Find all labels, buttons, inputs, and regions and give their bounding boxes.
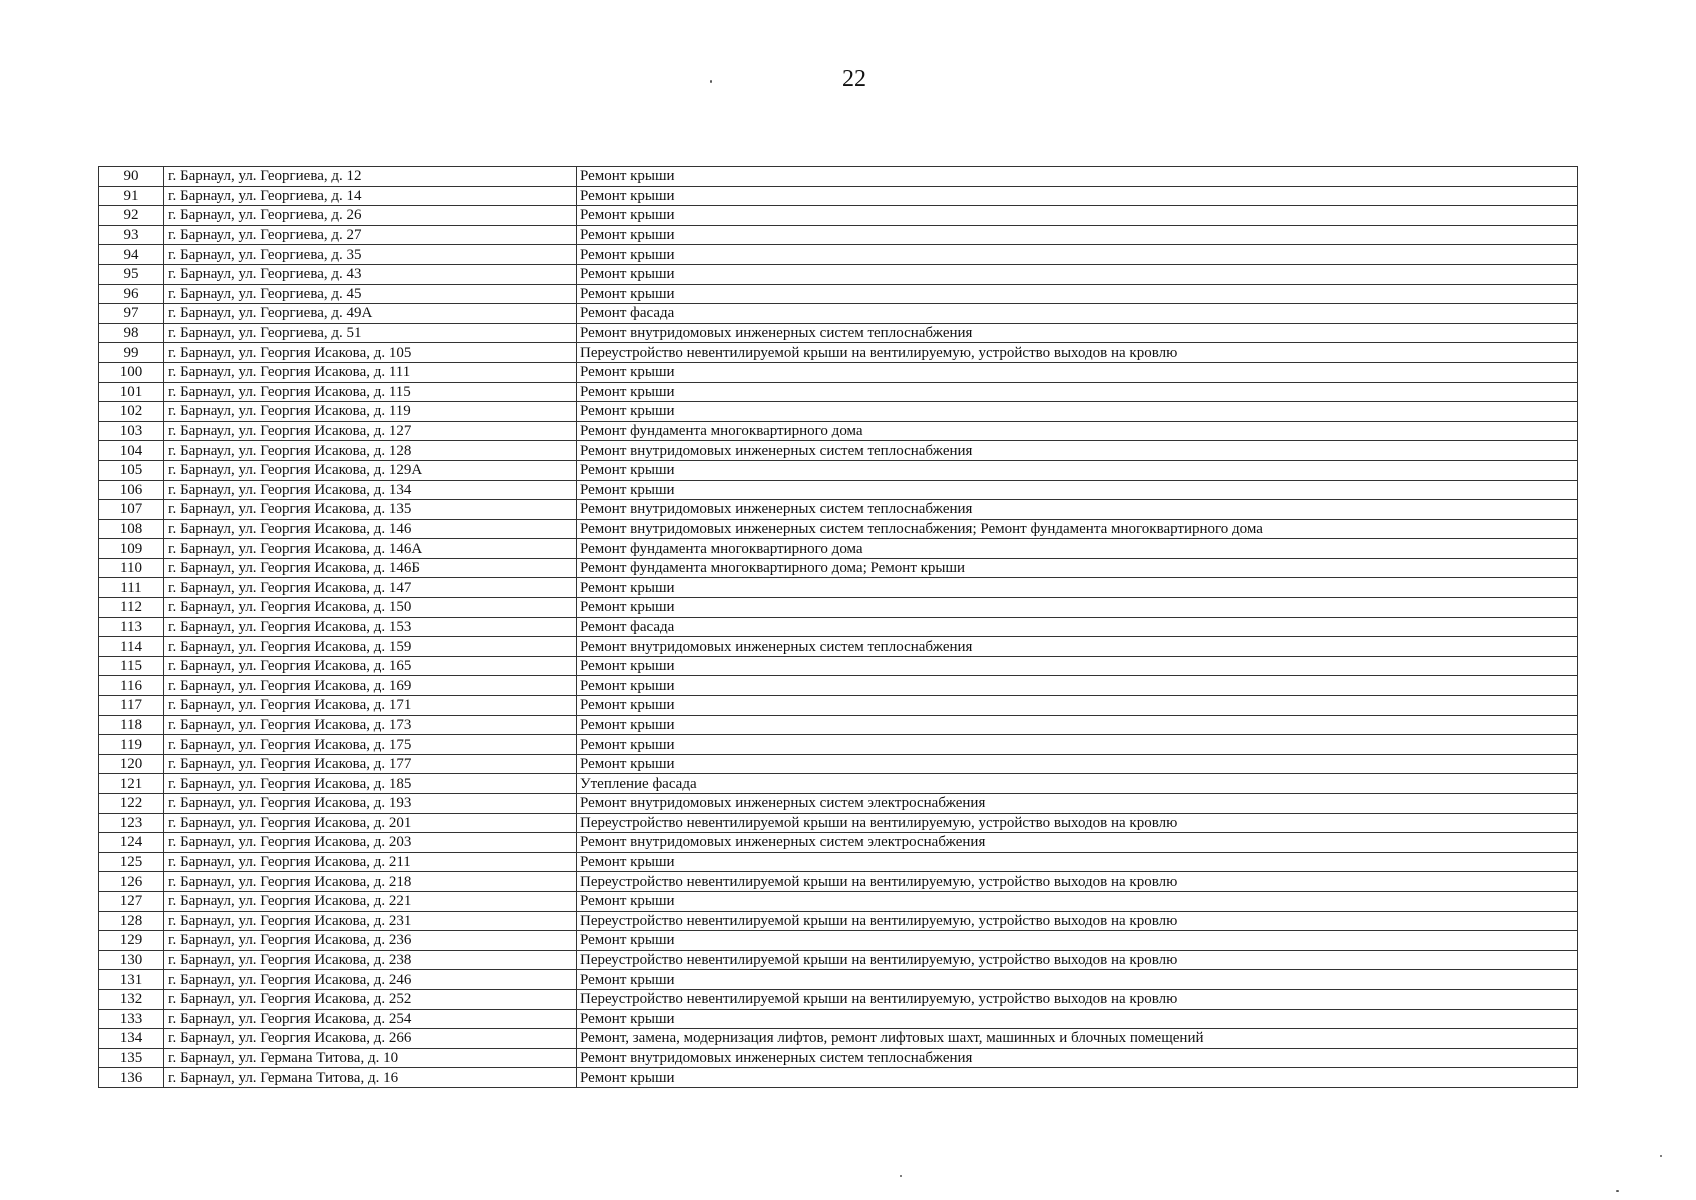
register-table-body xyxy=(99,167,1578,1088)
row-address: г. Барнаул, ул. Георгия Исакова, д. 135 xyxy=(164,500,577,520)
row-work-type: Ремонт крыши xyxy=(577,284,1578,304)
row-work-type: Переустройство невентилируемой крыши на вентилируемую, устройство выходов на кровлю xyxy=(577,911,1578,931)
row-number: 131 xyxy=(99,970,164,990)
row-number: 100 xyxy=(99,362,164,382)
row-number: 108 xyxy=(99,519,164,539)
row-number: 133 xyxy=(99,1009,164,1029)
table-row xyxy=(99,813,1578,833)
row-work-type: Ремонт крыши xyxy=(577,735,1578,755)
row-address: г. Барнаул, ул. Георгия Исакова, д. 127 xyxy=(164,421,577,441)
row-address: г. Барнаул, ул. Георгия Исакова, д. 169 xyxy=(164,676,577,696)
row-number: 129 xyxy=(99,931,164,951)
row-address: г. Барнаул, ул. Георгия Исакова, д. 111 xyxy=(164,362,577,382)
table-row xyxy=(99,1029,1578,1049)
row-work-type: Ремонт внутридомовых инженерных систем теплоснабжения xyxy=(577,323,1578,343)
row-work-type: Ремонт фундамента многоквартирного дома xyxy=(577,539,1578,559)
row-number: 90 xyxy=(99,167,164,187)
table-row xyxy=(99,402,1578,422)
row-work-type: Ремонт фасада xyxy=(577,304,1578,324)
row-address: г. Барнаул, ул. Георгия Исакова, д. 185 xyxy=(164,774,577,794)
row-address: г. Барнаул, ул. Георгия Исакова, д. 146 xyxy=(164,519,577,539)
row-number: 98 xyxy=(99,323,164,343)
row-address: г. Барнаул, ул. Германа Титова, д. 10 xyxy=(164,1048,577,1068)
table-row xyxy=(99,558,1578,578)
table-row xyxy=(99,441,1578,461)
row-work-type: Ремонт внутридомовых инженерных систем теплоснабжения; Ремонт фундамента многоквартирного дома xyxy=(577,519,1578,539)
table-row xyxy=(99,323,1578,343)
row-number: 130 xyxy=(99,950,164,970)
row-number: 91 xyxy=(99,186,164,206)
table-row xyxy=(99,852,1578,872)
row-address: г. Барнаул, ул. Георгия Исакова, д. 175 xyxy=(164,735,577,755)
row-work-type: Ремонт внутридомовых инженерных систем теплоснабжения xyxy=(577,441,1578,461)
row-number: 125 xyxy=(99,852,164,872)
row-address: г. Барнаул, ул. Георгия Исакова, д. 231 xyxy=(164,911,577,931)
row-work-type: Ремонт крыши xyxy=(577,891,1578,911)
row-address: г. Барнаул, ул. Георгия Исакова, д. 165 xyxy=(164,656,577,676)
row-number: 104 xyxy=(99,441,164,461)
row-work-type: Переустройство невентилируемой крыши на вентилируемую, устройство выходов на кровлю xyxy=(577,343,1578,363)
table-row xyxy=(99,774,1578,794)
row-address: г. Барнаул, ул. Георгия Исакова, д. 115 xyxy=(164,382,577,402)
row-work-type: Ремонт крыши xyxy=(577,1068,1578,1088)
row-address: г. Барнаул, ул. Георгия Исакова, д. 134 xyxy=(164,480,577,500)
table-row xyxy=(99,1068,1578,1088)
row-number: 120 xyxy=(99,754,164,774)
table-row xyxy=(99,460,1578,480)
row-number: 113 xyxy=(99,617,164,637)
table-row xyxy=(99,872,1578,892)
row-number: 123 xyxy=(99,813,164,833)
row-work-type: Ремонт крыши xyxy=(577,598,1578,618)
table-row xyxy=(99,754,1578,774)
table-row xyxy=(99,676,1578,696)
row-address: г. Барнаул, ул. Георгия Исакова, д. 266 xyxy=(164,1029,577,1049)
table-row xyxy=(99,362,1578,382)
page-number: 22 xyxy=(842,66,866,92)
row-address: г. Барнаул, ул. Георгия Исакова, д. 252 xyxy=(164,989,577,1009)
row-number: 106 xyxy=(99,480,164,500)
row-address: г. Барнаул, ул. Георгия Исакова, д. 146Б xyxy=(164,558,577,578)
row-address: г. Барнаул, ул. Георгия Исакова, д. 173 xyxy=(164,715,577,735)
row-work-type: Ремонт крыши xyxy=(577,362,1578,382)
row-number: 118 xyxy=(99,715,164,735)
row-address: г. Барнаул, ул. Георгиева, д. 49А xyxy=(164,304,577,324)
row-work-type: Ремонт крыши xyxy=(577,186,1578,206)
row-work-type: Переустройство невентилируемой крыши на вентилируемую, устройство выходов на кровлю xyxy=(577,872,1578,892)
row-number: 119 xyxy=(99,735,164,755)
row-number: 112 xyxy=(99,598,164,618)
row-address: г. Барнаул, ул. Георгия Исакова, д. 146А xyxy=(164,539,577,559)
row-address: г. Барнаул, ул. Георгия Исакова, д. 201 xyxy=(164,813,577,833)
row-address: г. Барнаул, ул. Георгия Исакова, д. 105 xyxy=(164,343,577,363)
row-work-type: Переустройство невентилируемой крыши на вентилируемую, устройство выходов на кровлю xyxy=(577,989,1578,1009)
row-work-type: Ремонт крыши xyxy=(577,676,1578,696)
table-row xyxy=(99,1009,1578,1029)
row-work-type: Ремонт крыши xyxy=(577,696,1578,716)
table-row xyxy=(99,891,1578,911)
row-work-type: Ремонт фасада xyxy=(577,617,1578,637)
row-work-type: Ремонт крыши xyxy=(577,167,1578,187)
scan-dust-mark xyxy=(900,1175,902,1177)
row-work-type: Ремонт крыши xyxy=(577,480,1578,500)
row-address: г. Барнаул, ул. Георгиева, д. 26 xyxy=(164,206,577,226)
row-work-type: Переустройство невентилируемой крыши на вентилируемую, устройство выходов на кровлю xyxy=(577,813,1578,833)
row-work-type: Ремонт крыши xyxy=(577,245,1578,265)
row-address: г. Барнаул, ул. Георгия Исакова, д. 119 xyxy=(164,402,577,422)
scan-dust-mark xyxy=(1616,1190,1619,1192)
row-work-type: Ремонт крыши xyxy=(577,970,1578,990)
row-number: 121 xyxy=(99,774,164,794)
table-row xyxy=(99,970,1578,990)
table-row xyxy=(99,167,1578,187)
row-number: 109 xyxy=(99,539,164,559)
table-row xyxy=(99,598,1578,618)
table-row xyxy=(99,519,1578,539)
row-address: г. Барнаул, ул. Георгиева, д. 12 xyxy=(164,167,577,187)
row-number: 124 xyxy=(99,833,164,853)
row-work-type: Ремонт, замена, модернизация лифтов, ремонт лифтовых шахт, машинных и блочных помещений xyxy=(577,1029,1578,1049)
row-work-type: Ремонт внутридомовых инженерных систем теплоснабжения xyxy=(577,500,1578,520)
row-work-type: Ремонт крыши xyxy=(577,225,1578,245)
table-row xyxy=(99,539,1578,559)
row-work-type: Ремонт крыши xyxy=(577,402,1578,422)
row-address: г. Барнаул, ул. Георгия Исакова, д. 177 xyxy=(164,754,577,774)
row-number: 102 xyxy=(99,402,164,422)
row-work-type: Переустройство невентилируемой крыши на вентилируемую, устройство выходов на кровлю xyxy=(577,950,1578,970)
row-number: 93 xyxy=(99,225,164,245)
row-work-type: Ремонт крыши xyxy=(577,460,1578,480)
scan-dust-mark xyxy=(1660,1155,1662,1157)
row-number: 96 xyxy=(99,284,164,304)
row-address: г. Барнаул, ул. Георгия Исакова, д. 238 xyxy=(164,950,577,970)
row-address: г. Барнаул, ул. Георгия Исакова, д. 159 xyxy=(164,637,577,657)
table-row xyxy=(99,794,1578,814)
table-row xyxy=(99,480,1578,500)
table-row xyxy=(99,206,1578,226)
row-address: г. Барнаул, ул. Георгия Исакова, д. 221 xyxy=(164,891,577,911)
row-work-type: Ремонт крыши xyxy=(577,382,1578,402)
table-row xyxy=(99,500,1578,520)
repair-register-table xyxy=(98,166,1578,1088)
row-number: 92 xyxy=(99,206,164,226)
table-row xyxy=(99,950,1578,970)
table-row xyxy=(99,284,1578,304)
row-work-type: Ремонт фундамента многоквартирного дома xyxy=(577,421,1578,441)
row-address: г. Барнаул, ул. Георгия Исакова, д. 147 xyxy=(164,578,577,598)
table-row xyxy=(99,578,1578,598)
row-work-type: Ремонт крыши xyxy=(577,1009,1578,1029)
row-address: г. Барнаул, ул. Георгия Исакова, д. 150 xyxy=(164,598,577,618)
table-row xyxy=(99,696,1578,716)
row-number: 136 xyxy=(99,1068,164,1088)
row-address: г. Барнаул, ул. Георгиева, д. 43 xyxy=(164,264,577,284)
table-row xyxy=(99,989,1578,1009)
row-address: г. Барнаул, ул. Георгиева, д. 45 xyxy=(164,284,577,304)
table-row xyxy=(99,911,1578,931)
row-work-type: Ремонт крыши xyxy=(577,852,1578,872)
row-address: г. Барнаул, ул. Георгия Исакова, д. 236 xyxy=(164,931,577,951)
row-work-type: Ремонт внутридомовых инженерных систем теплоснабжения xyxy=(577,1048,1578,1068)
row-address: г. Барнаул, ул. Георгиева, д. 14 xyxy=(164,186,577,206)
table-row xyxy=(99,735,1578,755)
table-row xyxy=(99,1048,1578,1068)
row-number: 105 xyxy=(99,460,164,480)
row-address: г. Барнаул, ул. Георгиева, д. 51 xyxy=(164,323,577,343)
table-row xyxy=(99,382,1578,402)
row-number: 101 xyxy=(99,382,164,402)
row-address: г. Барнаул, ул. Георгия Исакова, д. 128 xyxy=(164,441,577,461)
row-address: г. Барнаул, ул. Георгия Исакова, д. 193 xyxy=(164,794,577,814)
row-address: г. Барнаул, ул. Георгия Исакова, д. 218 xyxy=(164,872,577,892)
row-number: 99 xyxy=(99,343,164,363)
row-number: 115 xyxy=(99,656,164,676)
table-row xyxy=(99,264,1578,284)
row-work-type: Ремонт фундамента многоквартирного дома; Ремонт крыши xyxy=(577,558,1578,578)
row-number: 97 xyxy=(99,304,164,324)
row-work-type: Ремонт крыши xyxy=(577,656,1578,676)
row-number: 114 xyxy=(99,637,164,657)
row-address: г. Барнаул, ул. Георгия Исакова, д. 171 xyxy=(164,696,577,716)
table-row xyxy=(99,656,1578,676)
table-row xyxy=(99,343,1578,363)
table-row xyxy=(99,225,1578,245)
row-number: 135 xyxy=(99,1048,164,1068)
row-work-type: Ремонт внутридомовых инженерных систем электроснабжения xyxy=(577,833,1578,853)
row-work-type: Ремонт крыши xyxy=(577,578,1578,598)
row-number: 110 xyxy=(99,558,164,578)
row-work-type: Ремонт крыши xyxy=(577,206,1578,226)
table-row xyxy=(99,617,1578,637)
table-row xyxy=(99,186,1578,206)
row-address: г. Барнаул, ул. Георгия Исакова, д. 203 xyxy=(164,833,577,853)
table-row xyxy=(99,637,1578,657)
row-address: г. Барнаул, ул. Германа Титова, д. 16 xyxy=(164,1068,577,1088)
table-row xyxy=(99,304,1578,324)
table-row xyxy=(99,931,1578,951)
scan-dust-mark xyxy=(710,80,712,83)
row-address: г. Барнаул, ул. Георгия Исакова, д. 211 xyxy=(164,852,577,872)
row-address: г. Барнаул, ул. Георгиева, д. 27 xyxy=(164,225,577,245)
row-number: 116 xyxy=(99,676,164,696)
row-number: 95 xyxy=(99,264,164,284)
row-number: 103 xyxy=(99,421,164,441)
row-work-type: Ремонт крыши xyxy=(577,754,1578,774)
row-number: 122 xyxy=(99,794,164,814)
row-work-type: Ремонт крыши xyxy=(577,715,1578,735)
row-number: 94 xyxy=(99,245,164,265)
row-number: 126 xyxy=(99,872,164,892)
row-work-type: Ремонт крыши xyxy=(577,264,1578,284)
row-number: 134 xyxy=(99,1029,164,1049)
row-address: г. Барнаул, ул. Георгия Исакова, д. 254 xyxy=(164,1009,577,1029)
row-number: 128 xyxy=(99,911,164,931)
row-address: г. Барнаул, ул. Георгия Исакова, д. 129А xyxy=(164,460,577,480)
row-work-type: Ремонт внутридомовых инженерных систем теплоснабжения xyxy=(577,637,1578,657)
row-number: 117 xyxy=(99,696,164,716)
row-number: 127 xyxy=(99,891,164,911)
row-work-type: Утепление фасада xyxy=(577,774,1578,794)
row-work-type: Ремонт крыши xyxy=(577,931,1578,951)
table-row xyxy=(99,245,1578,265)
row-address: г. Барнаул, ул. Георгия Исакова, д. 246 xyxy=(164,970,577,990)
row-address: г. Барнаул, ул. Георгиева, д. 35 xyxy=(164,245,577,265)
row-address: г. Барнаул, ул. Георгия Исакова, д. 153 xyxy=(164,617,577,637)
row-number: 107 xyxy=(99,500,164,520)
row-number: 111 xyxy=(99,578,164,598)
table-row xyxy=(99,715,1578,735)
table-row xyxy=(99,833,1578,853)
table-row xyxy=(99,421,1578,441)
row-number: 132 xyxy=(99,989,164,1009)
row-work-type: Ремонт внутридомовых инженерных систем электроснабжения xyxy=(577,794,1578,814)
